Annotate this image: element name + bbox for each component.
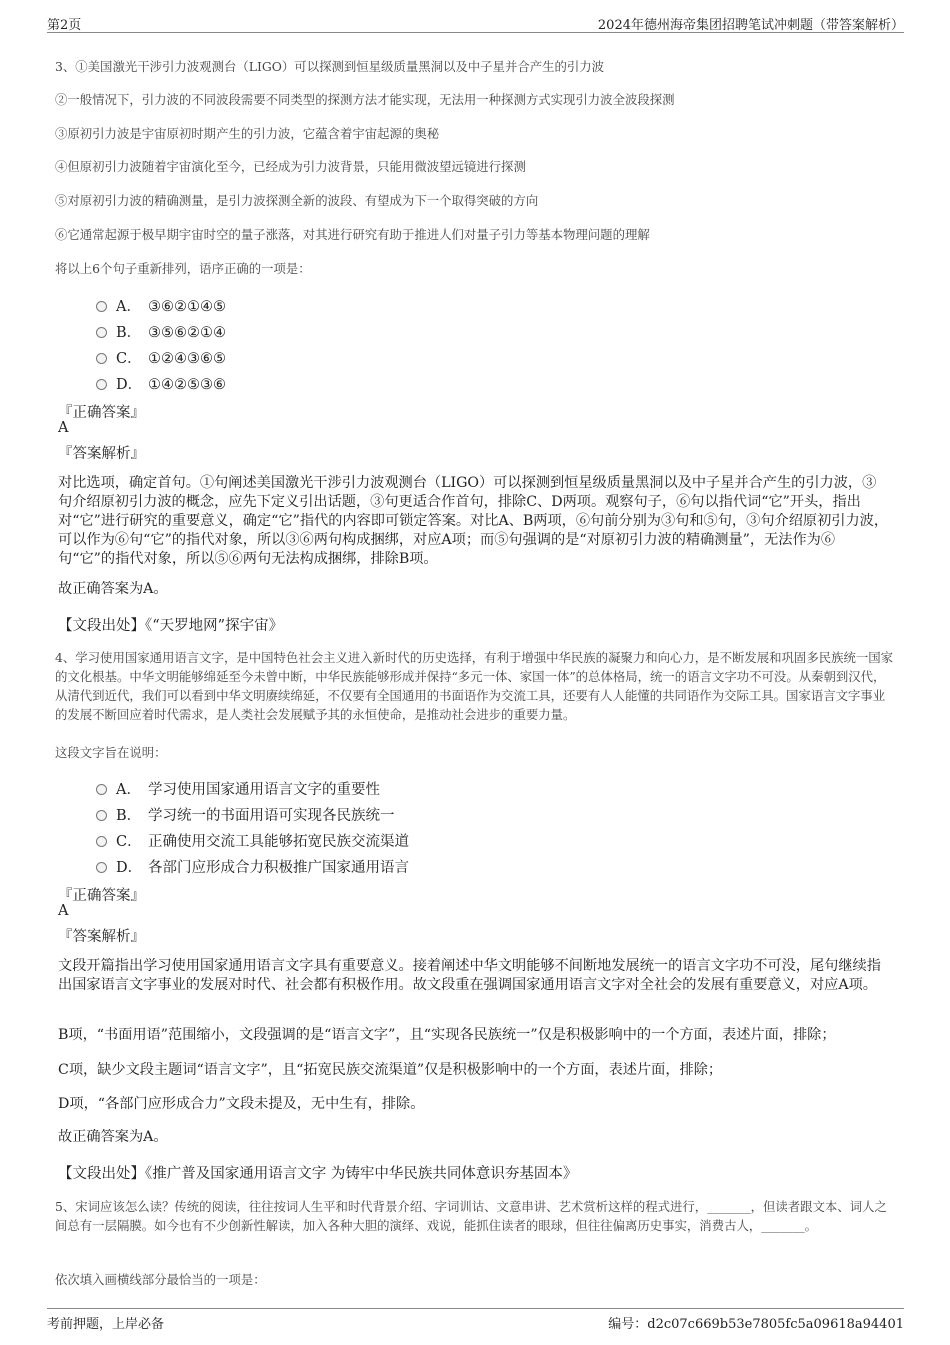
q4-prompt: 这段文字旨在说明： <box>55 745 167 760</box>
footer-slogan: 考前押题，上岸必备 <box>47 1317 165 1332</box>
q5-blank-2: _______ <box>761 1218 805 1233</box>
q3-sentence-3: ③原初引力波是宇宙原初时期产生的引力波，它蕴含着宇宙起源的奥秘 <box>55 126 440 141</box>
q4-option-b[interactable]: B． 学习统一的书面用语可实现各民族统一 <box>96 804 395 825</box>
radio-icon[interactable] <box>96 301 107 312</box>
q3-option-d[interactable]: D． ①④②⑤③⑥ <box>96 373 226 394</box>
q4-analysis: 文段开篇指出学习使用国家通用语言文字具有重要意义。接着阐述中华文明能够不间断地发展统一的语言文字功不可没，尾句继续指出国家语言文字事业的发展对时代、社会都有积极作用。故文段重在强调国家通用语言文字对全社会的发展有重要意义，对应A项。 <box>58 958 881 993</box>
q3-analysis-label: 『答案解析』 <box>58 446 145 462</box>
q5-blank-1: _______ <box>707 1199 751 1214</box>
q4-source: 【文段出处】《推广普及国家通用语言文字 为铸牢中华民族共同体意识夯基固本》 <box>58 1166 578 1182</box>
q3-option-b[interactable]: B． ③⑤⑥②①④ <box>96 321 226 342</box>
radio-icon[interactable] <box>96 353 107 364</box>
q3-conclusion: 故正确答案为A。 <box>58 581 168 597</box>
q4-conclusion: 故正确答案为A。 <box>58 1129 168 1145</box>
q3-analysis: 对比选项，确定首句。①句阐述美国激光干涉引力波观测台（LIGO）可以探测到恒星级质量黑洞以及中子星并合产生的引力波，③句介绍原初引力波的概念，应先下定义引出话题，③句更适合作首句，排除C、D两项。观察句子，⑥句以指代词“它”开头，指出对“它”进行研究的重要意义，确定“它”指代的内容即可锁定答案。对比A、B两项，⑥句前分别为③句和⑤句，③句介绍原初引力波，可以作为⑥句“它”的指代对象，所以③⑥两句构成捆绑，对应A项；而⑤句强调的是“对原初引力波的精确测量”，无法作为⑥句“它”的指代对象，所以⑤⑥两句无法构成捆绑，排除B项。 <box>58 475 889 567</box>
radio-icon[interactable] <box>96 836 107 847</box>
q4-option-a[interactable]: A． 学习使用国家通用语言文字的重要性 <box>96 778 380 799</box>
q4-option-c[interactable]: C． 正确使用交流工具能够拓宽民族交流渠道 <box>96 830 409 851</box>
q3-sentence-5: ⑤对原初引力波的精确测量，是引力波探测全新的波段、有望成为下一个取得突破的方向 <box>55 193 539 208</box>
q4-option-b-note: B项，“书面用语”范围缩小，文段强调的是“语言文字”，且“实现各民族统一”仅是积极影响中的一个方面，表述片面，排除； <box>58 1027 836 1043</box>
radio-icon[interactable] <box>96 327 107 338</box>
q4-option-d-note: D项，“各部门应形成合力”文段未提及，无中生有，排除。 <box>58 1096 425 1112</box>
q3-answer-label: 『正确答案』 <box>58 405 145 421</box>
q4-option-c-note: C项，缺少文段主题词“语言文字”，且“拓宽民族交流渠道”仅是积极影响中的一个方面，表述片面，排除； <box>58 1062 723 1078</box>
page-number: 第2页 <box>47 18 82 33</box>
radio-icon[interactable] <box>96 379 107 390</box>
q3-sentence-6: ⑥它通常起源于极早期宇宙时空的量子涨落，对其进行研究有助于推进人们对量子引力等基本物理问题的理解 <box>55 227 650 242</box>
q3-option-c[interactable]: C． ①②④③⑥⑤ <box>96 347 226 368</box>
q3-prompt: 将以上6个句子重新排列，语序正确的一项是： <box>55 261 311 276</box>
q3-sentence-4: ④但原初引力波随着宇宙演化至今，已经成为引力波背景，只能用微波望远镜进行探测 <box>55 159 526 174</box>
q5-prompt: 依次填入画横线部分最恰当的一项是： <box>55 1272 266 1287</box>
document-title: 2024年德州海帝集团招聘笔试冲刺题（带答案解析） <box>597 18 904 33</box>
q4-answer-label: 『正确答案』 <box>58 888 145 904</box>
radio-icon[interactable] <box>96 810 107 821</box>
q3-answer: A <box>58 420 69 436</box>
q4-stem: 4、学习使用国家通用语言文字，是中国特色社会主义进入新时代的历史选择，有利于增强中华民族的凝聚力和向心力，是不断发展和巩固多民族统一国家的文化根基。中华文明能够绵延至今未曾中断，中华民族能够形成并保持“多元一体、家国一体”的总体格局，统一的语言文字功不可没。从秦朝到汉代，从清代到近代，我们可以看到中华文明赓续绵延，不仅要有全国通用的书面语作为交流工具，还要有人人能懂的共同语作为交际工具。国家语言文字事业的发展不断回应着时代需求，是人类社会发展赋予其的永恒使命，是推动社会进步的重要力量。 <box>55 650 894 722</box>
q3-sentence-1: 3、①美国激光干涉引力波观测台（LIGO）可以探测到恒星级质量黑洞以及中子星并合产生的引力波 <box>55 59 605 74</box>
q3-sentence-2: ②一般情况下，引力波的不同波段需要不同类型的探测方法才能实现，无法用一种探测方式实现引力波全波段探测 <box>55 92 675 107</box>
q3-source: 【文段出处】《“天罗地网”探宇宙》 <box>58 618 284 634</box>
footer-divider <box>47 1308 904 1309</box>
radio-icon[interactable] <box>96 784 107 795</box>
radio-icon[interactable] <box>96 862 107 873</box>
page-header <box>47 14 904 32</box>
q3-option-a[interactable]: A． ③⑥②①④⑤ <box>96 295 226 316</box>
header-divider <box>47 32 904 33</box>
q4-answer: A <box>58 903 69 919</box>
q5-stem: 5、宋词应该怎么读？传统的阅读，往往按词人生平和时代背景介绍、字词训诂、文意串讲、艺术赏析这样的程式进行，_______，但读者跟文本、词人之间总有一层隔膜。如今也有不少创新性解读，加入各种大胆的演绎、戏说，能抓住读者的眼球，但往往偏离历史事实，消费古人，_______。 <box>55 1199 887 1233</box>
q4-option-d[interactable]: D． 各部门应形成合力积极推广国家通用语言 <box>96 856 409 877</box>
q4-analysis-label: 『答案解析』 <box>58 929 145 945</box>
document-id: 编号：d2c07c669b53e7805fc5a09618a94401 <box>608 1317 904 1332</box>
